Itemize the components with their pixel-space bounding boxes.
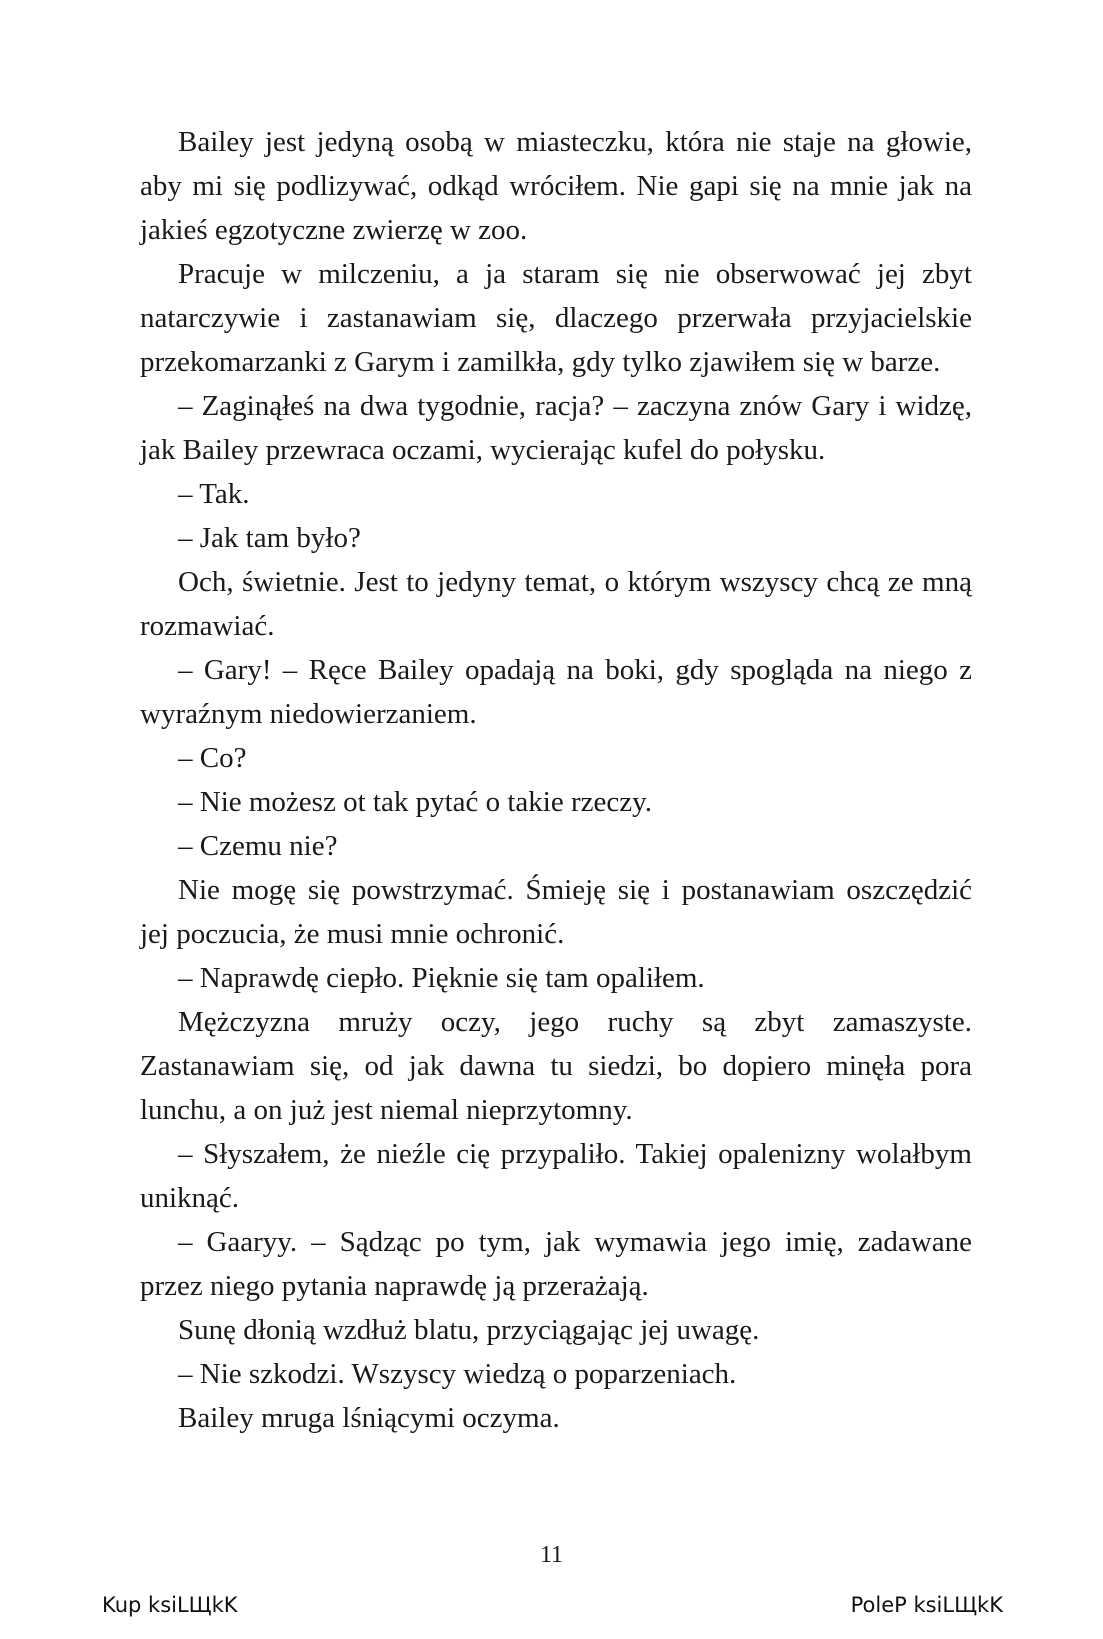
book-text — [140, 120, 972, 1440]
paragraph: – Co? — [178, 742, 247, 774]
paragraph: – Słyszałem, że nieźle cię przypaliło. Takiej opalenizny wolałbym uniknąć. — [140, 1138, 972, 1214]
paragraph: Bailey mruga lśniącymi oczyma. — [178, 1402, 560, 1434]
footer-recommend-book-link[interactable]: PoleP ksiLЩkK — [850, 1593, 1003, 1617]
paragraph: – Nie szkodzi. Wszyscy wiedzą o poparzeniach. — [178, 1358, 737, 1390]
paragraph: – Tak. — [178, 478, 250, 510]
paragraph: Pracuje w milczeniu, a ja staram się nie obserwować jej zbyt natarczywie i zastanawiam się, dlaczego przerwała przyjacielskie przekomarzanki z Garym i zamilkła, gdy tylko zjawiłem się w barze. — [140, 258, 972, 378]
paragraph: Bailey jest jedyną osobą w miasteczku, która nie staje na głowie, aby mi się podlizywać, odkąd wróciłem. Nie gapi się na mnie jak na jakieś egzotyczne zwierzę w zoo. — [140, 126, 972, 246]
paragraph: Nie mogę się powstrzymać. Śmieję się i postanawiam oszczędzić jej poczucia, że musi mnie ochronić. — [140, 874, 972, 950]
paragraph: Och, świetnie. Jest to jedyny temat, o którym wszyscy chcą ze mną rozmawiać. — [140, 566, 972, 642]
paragraph: – Naprawdę ciepło. Pięknie się tam opaliłem. — [178, 962, 705, 994]
footer-buy-book-link[interactable]: Kup ksiLЩkK — [102, 1593, 238, 1617]
page-number: 11 — [539, 1542, 564, 1568]
paragraph: – Czemu nie? — [178, 830, 338, 862]
paragraph: – Zaginąłeś na dwa tygodnie, racja? – zaczyna znów Gary i widzę, jak Bailey przewraca oczami, wycierając kufel do połysku. — [140, 390, 972, 466]
paragraph: – Jak tam było? — [178, 522, 361, 554]
paragraph: – Gaaryy. – Sądząc po tym, jak wymawia jego imię, zadawane przez niego pytania naprawdę ją przerażają. — [140, 1226, 972, 1302]
paragraph: – Gary! – Ręce Bailey opadają na boki, gdy spogląda na niego z wyraźnym niedowierzaniem. — [140, 654, 972, 730]
paragraph: – Nie możesz ot tak pytać o takie rzeczy. — [178, 786, 652, 818]
paragraph: Sunę dłonią wzdłuż blatu, przyciągając jej uwagę. — [178, 1314, 760, 1346]
paragraph: Mężczyzna mruży oczy, jego ruchy są zbyt zamaszyste. Zastanawiam się, od jak dawna tu siedzi, bo dopiero minęła pora lunchu, a on już jest niemal nieprzytomny. — [140, 1006, 972, 1126]
